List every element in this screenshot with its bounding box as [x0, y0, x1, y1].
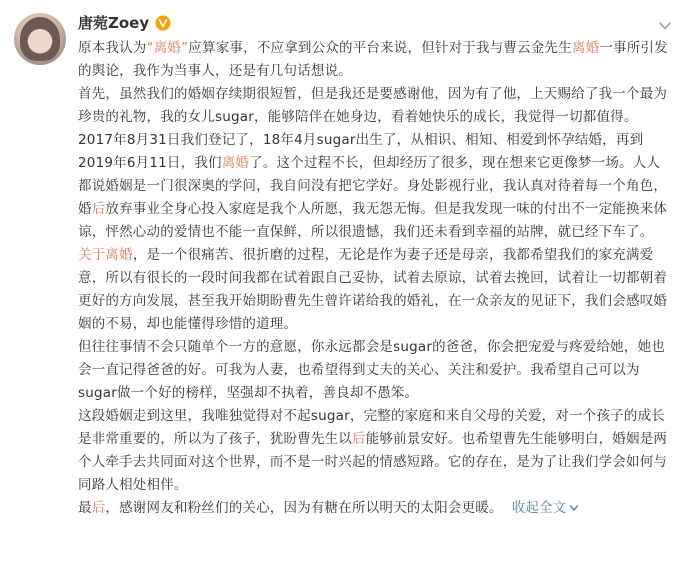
text-segment: ，是一个很痛苦、很折磨的过程，无论是作为妻子还是母亲，我都希望我们的家充满爱意，所以有很长的一段时间我都在试着跟自己妥协，试着去原谅，试着去挽回，试着让一切都朝着更好的方向发展，甚至我开始期盼曹先生曾许诺给我的婚礼，在一众亲友的见证下，我们会感叹婚姻的不易，却也能懂得珍惜的道理。: [78, 247, 668, 332]
keyword-highlight[interactable]: 离婚: [221, 155, 250, 171]
keyword-highlight[interactable]: 后: [352, 431, 366, 447]
keyword-highlight[interactable]: 后: [91, 500, 106, 516]
text-segment: 应算家事，不应拿到公众的平台来说，但针对于我与曹云金先生: [188, 40, 572, 56]
text-segment: 原本我认为: [78, 40, 147, 56]
text-segment: 放弃事业全身心投入家庭是我个人所愿，我无怨无悔。但是我发现一味的付出不一定能换来体谅，怦然心动的爱情也不能一直保鲜，所以很遗憾，我们还未看到幸福的站牌，就已经下车了。: [78, 201, 668, 240]
paragraph-intro: [78, 37, 670, 83]
post-body: [78, 37, 670, 520]
text-segment: 了。这个过程不长，但却经历了很多，现在想来它更像梦一场。人人都说婚姻是一门很深奥的学问，我自问没有把它学好。身处影视行业，我认真对待着每一个角色，婚: [78, 155, 668, 217]
author-name[interactable]: 唐菀Zoey: [78, 14, 150, 32]
paragraph-marriage: [78, 405, 670, 497]
text-segment: 一事所引发的舆论，我作为当事人，还是有几句话想说。: [78, 40, 668, 79]
collapse-fulltext-link[interactable]: [512, 500, 579, 516]
text-segment: 能够前景安好。也希望曹先生能够明白，婚姻是两个人牵手去共同面对这个世界，而不是一时兴起的情感短路。它的存在，是为了让我们学会如何与同路人相处相伴。: [78, 431, 668, 493]
avatar-portrait: [20, 17, 60, 61]
text-segment: 首先，虽然我们的婚姻存续期很短暂，但是我还是要感谢他，因为有了他，上天赐给了我一个最为珍贵的礼物，我的女儿sugar，能够陪伴在她身边，看着她快乐的成长，我觉得一切都值得。2017年8月31日我们登记了，18年4月sugar出生了，从相识、相知、相爱到怀孕结婚，再到2019年6月11日，我们: [78, 86, 668, 171]
paragraph-about-divorce: [78, 244, 670, 336]
collapse-label: 收起全文: [511, 500, 567, 516]
keyword-highlight[interactable]: 离婚: [105, 247, 133, 263]
keyword-highlight[interactable]: 后: [91, 201, 106, 217]
chevron-down-small-icon: [569, 497, 579, 505]
author-avatar[interactable]: [14, 13, 66, 65]
paragraph-sugar: 但往往事情不会只随单个一方的意愿，你永远都会是sugar的爸爸，你会把宠爱与疼爱给她，她也会一直记得爸爸的好。可我为人妻，也希望得到丈夫的关心、关注和爱护。我希望自己可以为sugar做一个好的榜样，坚强却不执着，善良却不愚笨。: [78, 339, 665, 401]
verified-badge-icon: [155, 15, 171, 31]
chevron-down-icon[interactable]: [658, 16, 672, 26]
author-header: [78, 12, 171, 33]
text-segment: ，感谢网友和粉丝们的关心，因为有糖在所以明天的太阳会更暖。: [105, 500, 503, 516]
keyword-highlight[interactable]: 关于: [78, 247, 106, 263]
text-segment: 最: [78, 500, 92, 516]
paragraph-first: [78, 83, 670, 244]
keyword-highlight[interactable]: 离婚: [571, 40, 600, 56]
keyword-highlight[interactable]: “离婚”: [146, 40, 189, 56]
paragraph-closing: [78, 497, 670, 520]
text-segment: 这段婚姻走到这里，我唯独觉得对不起sugar，完整的家庭和来自父母的关爱，对一个孩子的成长是非常重要的，所以为了孩子，犹盼曹先生以: [78, 408, 665, 447]
